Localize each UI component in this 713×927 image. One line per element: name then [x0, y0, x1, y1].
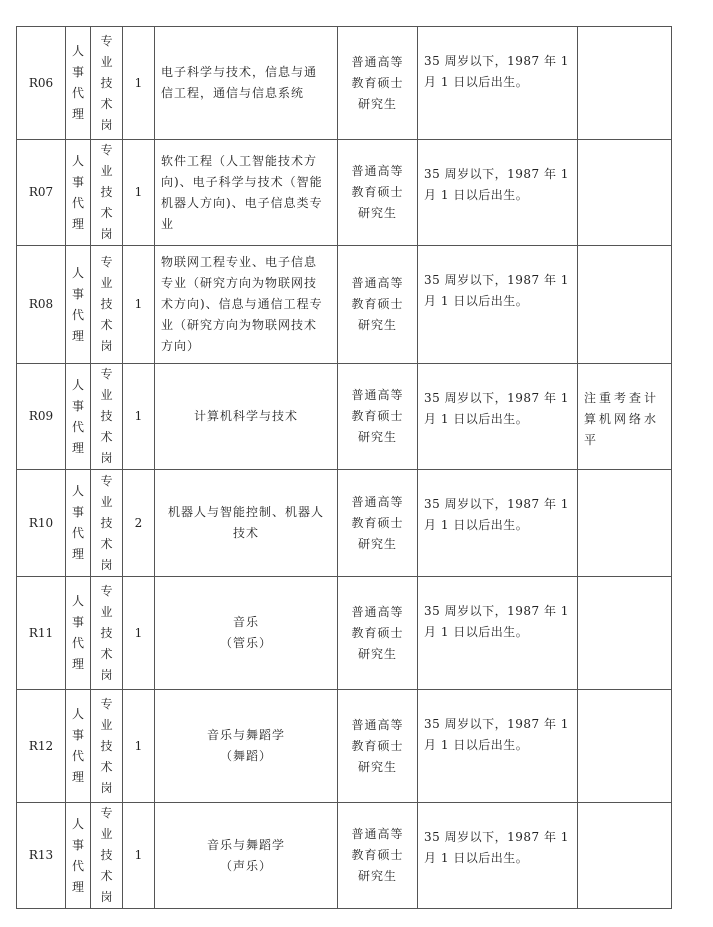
table-row [17, 246, 672, 364]
education-requirement: 普通高等 教育硕士 研究生 [338, 27, 418, 140]
position-code: R09 [17, 364, 66, 470]
position-code: R10 [17, 470, 66, 577]
table-row [17, 27, 672, 140]
post-category-text: 专业技术岗 [100, 33, 113, 132]
hire-count: 1 [123, 803, 155, 909]
employment-type-text: 人事代理 [71, 153, 84, 231]
employment-type [66, 246, 91, 364]
hire-count: 1 [123, 690, 155, 803]
remarks [578, 803, 672, 909]
remarks: 注重考查计 算机网络水 平 [578, 364, 672, 470]
position-code: R11 [17, 577, 66, 690]
education-requirement: 普通高等 教育硕士 研究生 [338, 364, 418, 470]
post-category [91, 364, 123, 470]
table-row [17, 470, 672, 577]
major-requirement: 音乐与舞蹈学 （声乐） [155, 803, 338, 909]
post-category [91, 470, 123, 577]
education-requirement: 普通高等 教育硕士 研究生 [338, 577, 418, 690]
major-requirement: 计算机科学与技术 [155, 364, 338, 470]
post-category-text: 专业技术岗 [100, 367, 113, 465]
hire-count: 1 [123, 140, 155, 246]
hire-count: 2 [123, 470, 155, 577]
table-row [17, 690, 672, 803]
employment-type [66, 140, 91, 246]
table-row [17, 577, 672, 690]
education-requirement: 普通高等 教育硕士 研究生 [338, 803, 418, 909]
education-requirement: 普通高等 教育硕士 研究生 [338, 690, 418, 803]
employment-type-text: 人事代理 [71, 594, 84, 671]
remarks [578, 140, 672, 246]
position-code: R08 [17, 246, 66, 364]
post-category-text: 专业技术岗 [100, 143, 113, 241]
employment-type-text: 人事代理 [71, 377, 84, 455]
employment-type-text: 人事代理 [71, 44, 84, 121]
post-category [91, 27, 123, 140]
education-requirement: 普通高等 教育硕士 研究生 [338, 246, 418, 364]
position-code: R07 [17, 140, 66, 246]
table-row [17, 140, 672, 246]
employment-type [66, 690, 91, 803]
post-category [91, 690, 123, 803]
remarks [578, 577, 672, 690]
employment-type-text: 人事代理 [71, 484, 84, 561]
remarks [578, 690, 672, 803]
remarks [578, 470, 672, 577]
post-category [91, 140, 123, 246]
age-requirement: 35 周岁以下，1987 年 1 月 1 日以后出生。 [418, 470, 578, 577]
major-requirement: 电子科学与技术，信息与通 信工程，通信与信息系统 [155, 27, 338, 140]
employment-type-text: 人事代理 [71, 265, 84, 343]
post-category-text: 专业技术岗 [100, 696, 113, 795]
remarks [578, 27, 672, 140]
major-requirement: 机器人与智能控制、机器人 技术 [155, 470, 338, 577]
position-code: R13 [17, 803, 66, 909]
age-requirement: 35 周岁以下，1987 年 1 月 1 日以后出生。 [418, 140, 578, 246]
major-requirement: 软件工程（人工智能技术方 向)、电子科学与技术（智能 机器人方向)、电子信息类专 业 [155, 140, 338, 246]
post-category [91, 246, 123, 364]
major-requirement: 物联网工程专业、电子信息 专业（研究方向为物联网技 术方向)、信息与通信工程专 业（研究方向为物联网技术 方向） [155, 246, 338, 364]
post-category-text: 专业技术岗 [100, 255, 113, 353]
major-requirement: 音乐 （管乐） [155, 577, 338, 690]
age-requirement: 35 周岁以下，1987 年 1 月 1 日以后出生。 [418, 577, 578, 690]
employment-type [66, 803, 91, 909]
major-requirement: 音乐与舞蹈学 （舞蹈） [155, 690, 338, 803]
employment-type-text: 人事代理 [71, 707, 84, 784]
age-requirement: 35 周岁以下，1987 年 1 月 1 日以后出生。 [418, 803, 578, 909]
position-code: R06 [17, 27, 66, 140]
post-category-text: 专业技术岗 [100, 583, 113, 682]
position-code: R12 [17, 690, 66, 803]
hire-count: 1 [123, 364, 155, 470]
post-category-text: 专业技术岗 [100, 806, 113, 904]
employment-type-text: 人事代理 [71, 816, 84, 894]
age-requirement: 35 周岁以下，1987 年 1 月 1 日以后出生。 [418, 27, 578, 140]
education-requirement: 普通高等 教育硕士 研究生 [338, 470, 418, 577]
hire-count: 1 [123, 577, 155, 690]
employment-type [66, 27, 91, 140]
table-row [17, 803, 672, 909]
age-requirement: 35 周岁以下，1987 年 1 月 1 日以后出生。 [418, 246, 578, 364]
age-requirement: 35 周岁以下，1987 年 1 月 1 日以后出生。 [418, 690, 578, 803]
education-requirement: 普通高等 教育硕士 研究生 [338, 140, 418, 246]
employment-type [66, 470, 91, 577]
post-category [91, 803, 123, 909]
post-category [91, 577, 123, 690]
hire-count: 1 [123, 246, 155, 364]
age-requirement: 35 周岁以下，1987 年 1 月 1 日以后出生。 [418, 364, 578, 470]
employment-type [66, 577, 91, 690]
remarks [578, 246, 672, 364]
post-category-text: 专业技术岗 [100, 473, 113, 572]
table-row [17, 364, 672, 470]
recruitment-table [16, 26, 672, 909]
employment-type [66, 364, 91, 470]
hire-count: 1 [123, 27, 155, 140]
